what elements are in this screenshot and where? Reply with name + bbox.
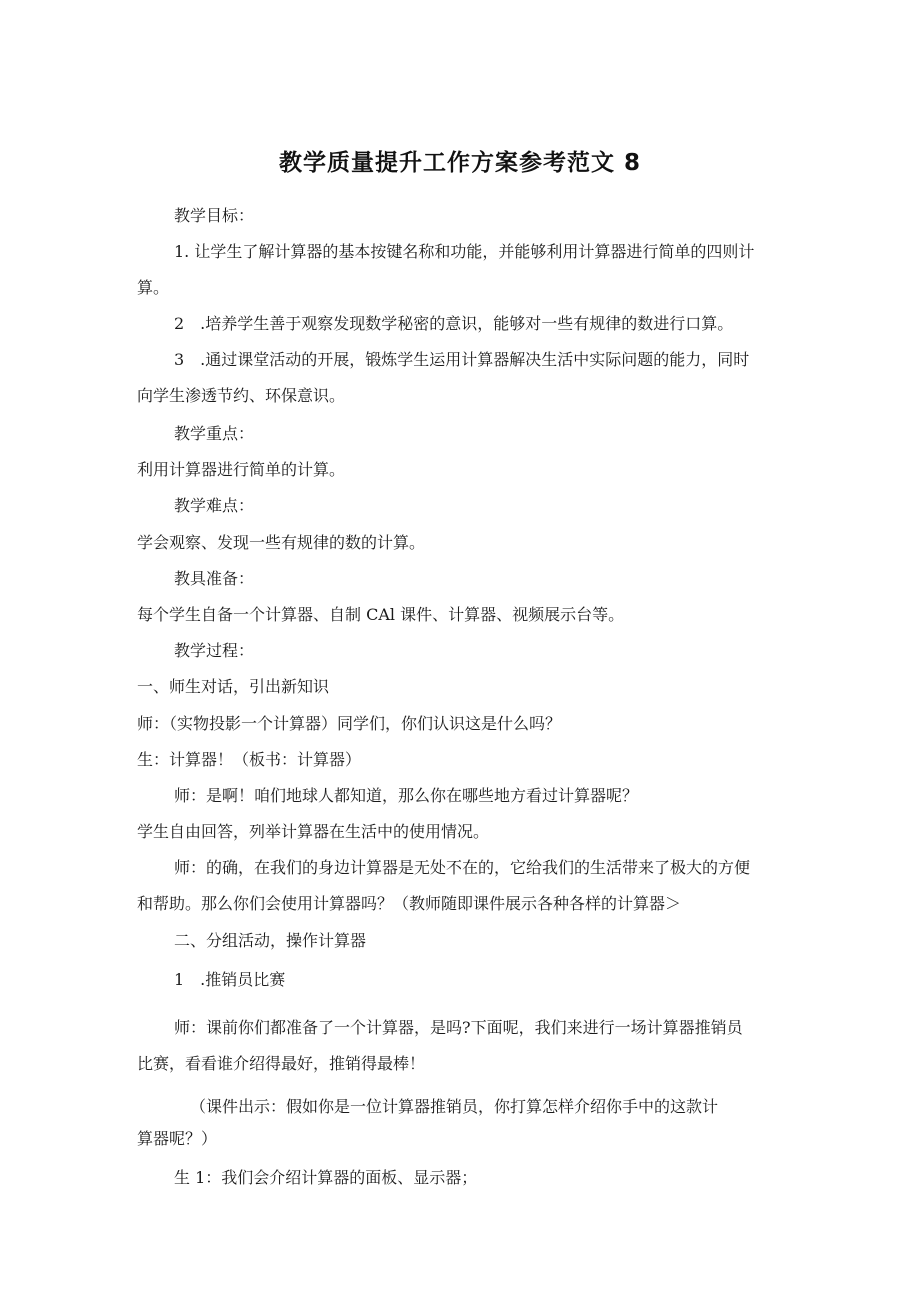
dialogue-teacher-2: 师：是啊！咱们地球人都知道，那么你在哪些地方看过计算器呢？ xyxy=(174,786,639,805)
heading-key-points: 教学重点： xyxy=(174,424,255,443)
heading-materials: 教具准备： xyxy=(174,569,255,588)
goal-3-line-1: 3 .通过课堂活动的开展，锻炼学生运用计算器解决生活中实际问题的能力，同时 xyxy=(174,350,750,369)
heading-difficulties: 教学难点： xyxy=(174,496,255,515)
goal-2: 2 .培养学生善于观察发现数学秘密的意识，能够对一些有规律的数进行口算。 xyxy=(174,314,734,333)
dialogue-teacher-4-line-1: 师：课前你们都准备了一个计算器，是吗?下面呢，我们来进行一场计算器推销员 xyxy=(174,1018,743,1037)
dialogue-teacher-4-line-2: 比赛，看看谁介绍得最好，推销得最棒！ xyxy=(137,1054,426,1073)
goal-1-line-2: 算。 xyxy=(137,278,170,297)
subsection-1-heading: 1 .推销员比赛 xyxy=(174,970,286,989)
heading-process: 教学过程： xyxy=(174,641,255,660)
dialogue-teacher-1: 师：（实物投影一个计算器）同学们，你们认识这是什么吗？ xyxy=(137,714,562,733)
document-title: 教学质量提升工作方案参考范文 8 xyxy=(278,150,641,176)
courseware-prompt-line-1: （课件出示：假如你是一位计算器推销员，你打算怎样介绍你手中的这款计 xyxy=(190,1097,719,1116)
materials-text: 每个学生自备一个计算器、自制 CAl 课件、计算器、视频展示台等。 xyxy=(137,605,625,624)
section-1-heading: 一、师生对话，引出新知识 xyxy=(137,677,330,696)
difficulties-text: 学会观察、发现一些有规律的数的计算。 xyxy=(137,533,426,552)
student-free-answer: 学生自由回答，列举计算器在生活中的使用情况。 xyxy=(137,822,490,841)
dialogue-teacher-3-line-2: 和帮助。那么你们会使用计算器吗？（教师随即课件展示各种各样的计算器＞ xyxy=(137,894,682,913)
goal-3-line-2: 向学生渗透节约、环保意识。 xyxy=(137,386,346,405)
dialogue-student-2: 生 1：我们会介绍计算器的面板、显示器； xyxy=(174,1168,478,1187)
key-points-text: 利用计算器进行简单的计算。 xyxy=(137,460,346,479)
goal-1-line-1: 1. 让学生了解计算器的基本按键名称和功能，并能够利用计算器进行简单的四则计 xyxy=(174,242,755,261)
dialogue-teacher-3-line-1: 师：的确，在我们的身边计算器是无处不在的，它给我们的生活带来了极大的方便 xyxy=(174,858,751,877)
dialogue-student-1: 生：计算器！（板书：计算器） xyxy=(137,750,362,769)
section-2-heading: 二、分组活动，操作计算器 xyxy=(174,931,367,950)
heading-teaching-goals: 教学目标： xyxy=(174,206,255,225)
courseware-prompt-line-2: 算器呢？） xyxy=(137,1129,218,1148)
